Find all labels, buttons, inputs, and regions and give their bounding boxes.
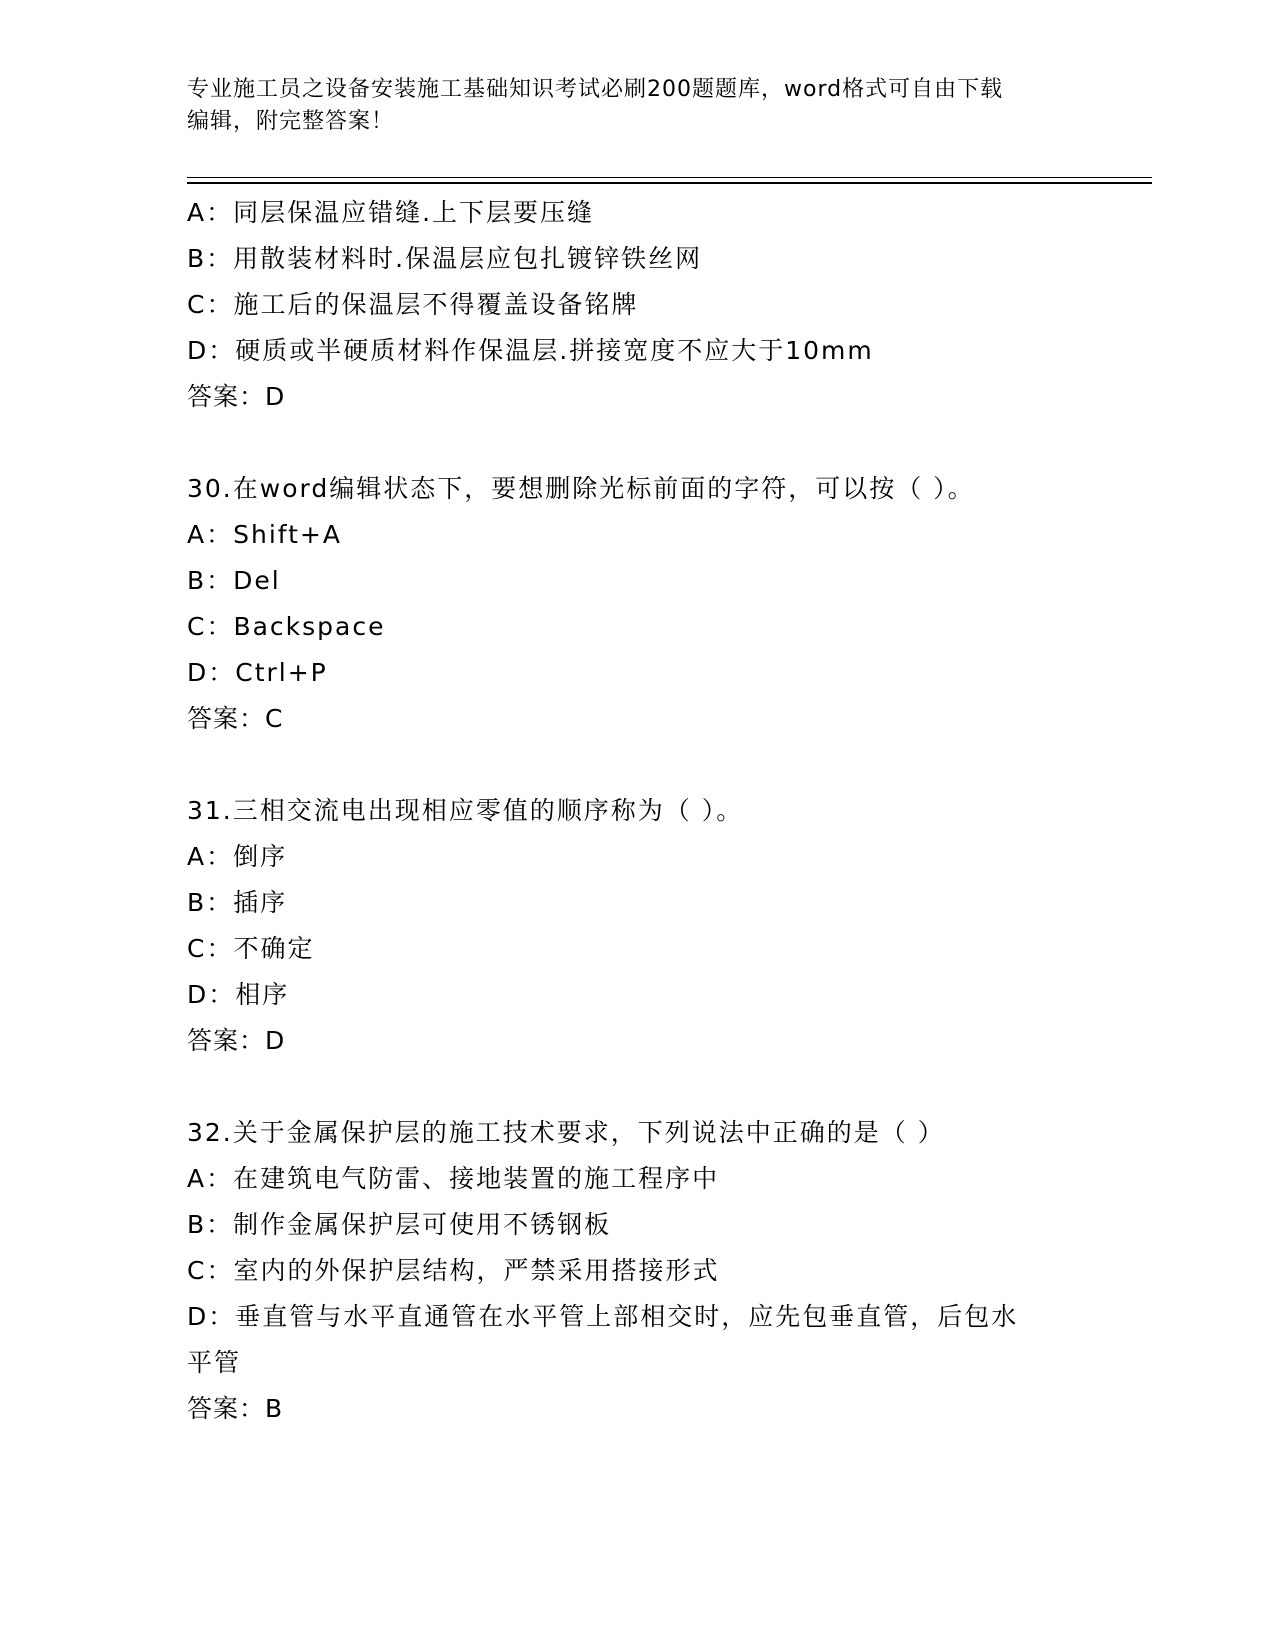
answer-line: 答案：B xyxy=(187,1394,284,1423)
option-b: B：Del xyxy=(187,566,281,595)
option-d: D：相序 xyxy=(187,980,290,1009)
option-b: B：用散装材料时.保温层应包扎镀锌铁丝网 xyxy=(187,244,703,273)
option-c: C：施工后的保温层不得覆盖设备铭牌 xyxy=(187,290,639,319)
option-d-continued: 平管 xyxy=(187,1348,242,1377)
question-block-31 xyxy=(187,788,1087,1064)
option-d: D：Ctrl+P xyxy=(187,658,328,687)
question-stem: 31.三相交流电出现相应零值的顺序称为（ ）。 xyxy=(187,796,744,825)
option-c: C：Backspace xyxy=(187,612,386,641)
question-stem: 30.在word编辑状态下，要想删除光标前面的字符，可以按（ ）。 xyxy=(187,474,975,503)
option-a: A：同层保温应错缝.上下层要压缝 xyxy=(187,198,595,227)
option-b: B：制作金属保护层可使用不锈钢板 xyxy=(187,1210,612,1239)
option-d: D：硬质或半硬质材料作保温层.拼接宽度不应大于10mm xyxy=(187,336,874,365)
option-a: A：在建筑电气防雷、接地装置的施工程序中 xyxy=(187,1164,720,1193)
header-rule-thick xyxy=(187,182,1152,184)
question-block-29 xyxy=(187,190,1087,420)
answer-line: 答案：D xyxy=(187,1026,286,1055)
answer-line: 答案：D xyxy=(187,382,286,411)
question-block-32 xyxy=(187,1110,1087,1432)
question-stem: 32.关于金属保护层的施工技术要求，下列说法中正确的是（ ） xyxy=(187,1118,945,1147)
document-header xyxy=(187,74,1067,138)
option-a: A：倒序 xyxy=(187,842,288,871)
option-c: C：室内的外保护层结构，严禁采用搭接形式 xyxy=(187,1256,720,1285)
question-block-30 xyxy=(187,466,1087,742)
answer-line: 答案：C xyxy=(187,704,284,733)
header-rule-thin xyxy=(187,177,1152,178)
header-title-line-1: 专业施工员之设备安装施工基础知识考试必刷200题题库，word格式可自由下载 xyxy=(187,77,1004,102)
option-a: A：Shift+A xyxy=(187,520,342,549)
question-list xyxy=(187,190,1087,1432)
header-title-line-2: 编辑，附完整答案！ xyxy=(187,109,395,134)
option-b: B：插序 xyxy=(187,888,288,917)
option-d: D：垂直管与水平直通管在水平管上部相交时，应先包垂直管，后包水 xyxy=(187,1302,1019,1331)
option-c: C：不确定 xyxy=(187,934,315,963)
